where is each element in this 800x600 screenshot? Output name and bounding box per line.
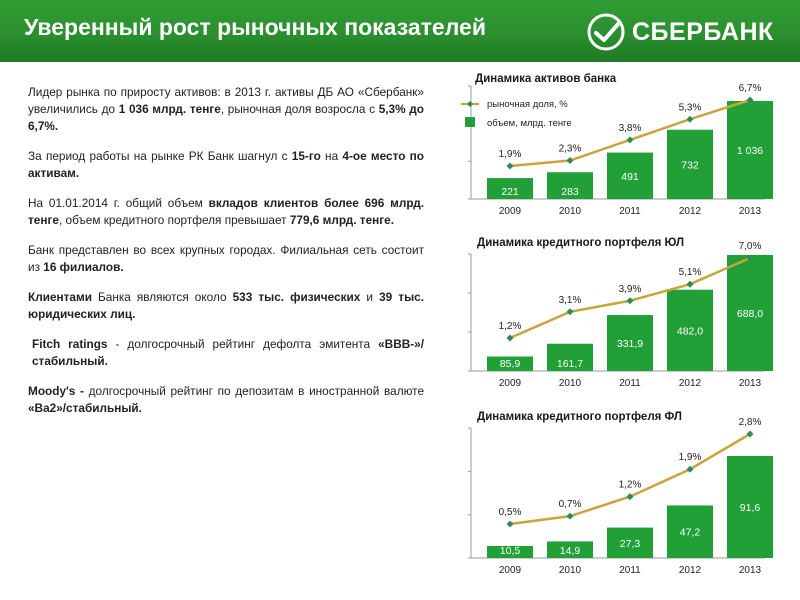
bar-value-label: 331,9 (616, 338, 644, 351)
chart-svg (455, 232, 775, 396)
line-value-label: 5,1% (678, 267, 702, 279)
line-value-label: 0,5% (498, 507, 522, 518)
legend-bar-swatch (465, 117, 475, 127)
line-value-label: 7,0% (738, 241, 762, 252)
brand-name: СБЕРБАНК (632, 18, 774, 46)
chart-corporate-loans (455, 232, 775, 396)
line-value-label: 2,8% (738, 417, 762, 428)
page-title: Уверенный рост рыночных показателей (24, 14, 486, 40)
x-tick-label: 2012 (678, 565, 702, 576)
x-tick-label: 2013 (738, 206, 762, 217)
x-tick-label: 2012 (678, 206, 702, 217)
chart-svg (455, 68, 775, 224)
bar-value-label: 47,2 (679, 526, 701, 539)
header-bar (0, 0, 800, 62)
x-tick-label: 2010 (558, 206, 582, 217)
chart-retail-loans (455, 404, 775, 582)
line-point (507, 335, 514, 342)
line-point (627, 297, 634, 304)
legend-marker (467, 101, 473, 107)
chart-title: Динамика кредитного портфеля ЮЛ (477, 237, 685, 249)
line-value-label: 3,1% (558, 294, 582, 306)
line-point (567, 157, 574, 164)
line-point (507, 521, 514, 528)
x-tick-label: 2010 (558, 565, 582, 576)
chart-assets (455, 68, 775, 224)
x-tick-label: 2013 (738, 565, 762, 576)
bar-value-label: 161,7 (556, 358, 584, 370)
x-tick-label: 2009 (498, 206, 522, 217)
sberbank-logo-icon (586, 12, 626, 52)
x-tick-label: 2011 (619, 378, 641, 389)
bar-value-label: 491 (621, 170, 639, 183)
paragraph-deposits: На 01.01.2014 г. общий объем вкладов клиентов более 696 млрд. тенге, объем кредитного портфеля превышает 779,6 млрд. тенге. (28, 196, 424, 227)
line-value-label: 1,2% (498, 321, 522, 332)
x-tick-label: 2011 (619, 206, 641, 217)
paragraph-fitch: Fitch ratings - долгосрочный рейтинг дефолта эмитента «BBB-»/стабильный. (32, 337, 424, 368)
line-value-label: 6,7% (738, 83, 762, 94)
line-value-label: 1,9% (498, 149, 522, 160)
line-value-label: 3,8% (618, 122, 642, 134)
chart-title: Динамика кредитного портфеля ФЛ (477, 411, 682, 423)
bar-value-label: 1 036 (736, 145, 764, 157)
line-point (507, 163, 514, 170)
summary-text (28, 84, 424, 430)
paragraph-branches: Банк представлен во всех крупных городах. Филиальная сеть состоит из 16 филиалов. (28, 243, 424, 274)
line-value-label: 1,2% (618, 479, 642, 491)
bar-value-label: 732 (681, 159, 699, 172)
bar-value-label: 91,6 (739, 502, 761, 514)
x-tick-label: 2012 (678, 378, 702, 389)
bar-value-label: 14,9 (559, 545, 581, 557)
paragraph-rank: За период работы на рынке РК Банк шагнул с 15-го на 4-ое место по активам. (28, 149, 425, 180)
line-point (567, 308, 574, 315)
line-point (687, 281, 694, 288)
bar-value-label: 85,9 (499, 358, 521, 370)
x-tick-label: 2010 (558, 378, 582, 389)
x-tick-label: 2011 (619, 565, 641, 576)
x-tick-label: 2009 (498, 565, 522, 576)
paragraph-moodys: Moody's - долгосрочный рейтинг по депозитам в иностранной валюте «Ba2»/стабильный. (28, 384, 425, 415)
line-value-label: 3,9% (618, 283, 642, 295)
paragraph-assets: Лидер рынка по приросту активов: в 2013 г. активы ДБ АО «Сбербанк» увеличились до 1 036 млрд. тенге, рыночная доля возросла с 5,3% до 6,7%. (28, 85, 424, 133)
legend-label-volume: объем, млрд. тенге (487, 118, 572, 129)
line-point (687, 116, 694, 123)
line-value-label: 0,7% (558, 499, 582, 511)
bar-value-label: 221 (501, 186, 519, 198)
chart-svg (455, 404, 775, 582)
bar-value-label: 27,3 (619, 537, 641, 550)
x-tick-label: 2009 (498, 378, 522, 389)
bar-value-label: 283 (561, 186, 579, 198)
paragraph-clients: Клиентами Банка являются около 533 тыс. физических и 39 тыс. юридических лиц. (28, 290, 424, 321)
x-tick-label: 2013 (738, 378, 762, 389)
sberbank-logo (586, 10, 786, 54)
line-point (627, 136, 634, 143)
line-value-label: 1,9% (678, 452, 702, 464)
line-value-label: 5,3% (678, 102, 702, 114)
chart-title: Динамика активов банка (475, 73, 617, 85)
legend-label-share: рыночная доля, % (487, 99, 568, 110)
line-value-label: 2,3% (558, 143, 582, 155)
bar-value-label: 482,0 (676, 325, 704, 338)
bar-value-label: 10,5 (499, 545, 521, 557)
bar-value-label: 688,0 (736, 308, 764, 320)
line-point (567, 513, 574, 520)
